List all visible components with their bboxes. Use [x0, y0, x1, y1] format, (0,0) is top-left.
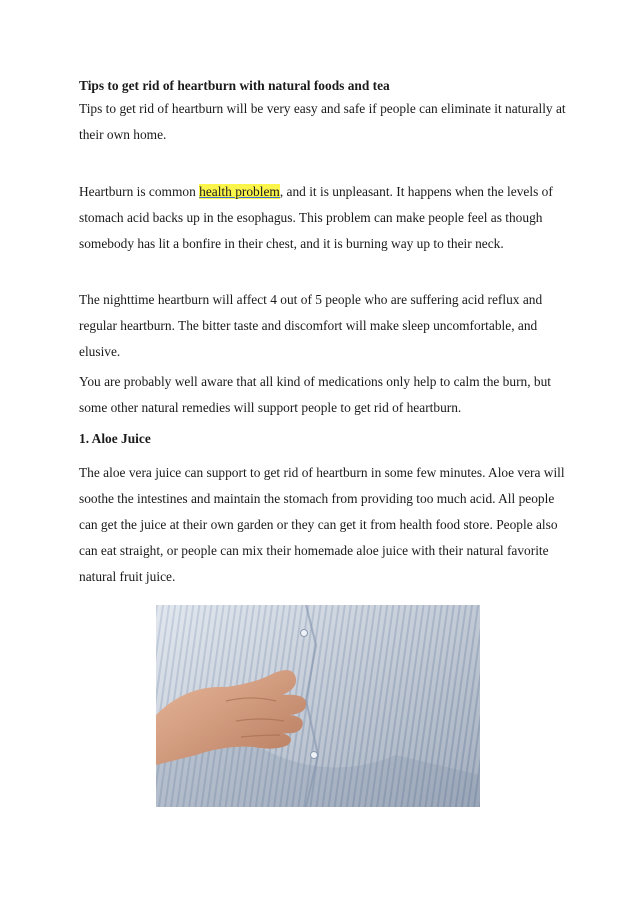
- heartburn-photo: [156, 605, 480, 807]
- paragraph-aloe: The aloe vera juice can support to get rid of heartburn in some few minutes. Aloe vera will soothe the intestines and maintain the stomach from providing too much acid. All people can get the juice at their own garden or they can get it from health food store. People also can eat straight, or people can mix their homemade aloe juice with their natural favorite natural fruit juice.: [79, 465, 565, 584]
- paragraph-nighttime: The nighttime heartburn will affect 4 out of 5 people who are suffering acid reflux and regular heartburn. The bitter taste and discomfort will make sleep uncomfortable, and elusive.: [79, 292, 543, 359]
- paragraph-text: Heartburn is common: [79, 184, 200, 199]
- highlighted-link[interactable]: health problem: [199, 184, 280, 199]
- section-heading-aloe: 1. Aloe Juice: [79, 431, 151, 446]
- article-title: Tips to get rid of heartburn with natural foods and tea: [79, 78, 390, 93]
- paragraph-text: , and it is unpleasant. It happens when the levels of stomach acid backs up in the esophagus. This problem can make people feel as though somebody has lit a bonfire in their chest, and it is burning way up to their neck.: [79, 184, 553, 251]
- paragraph-medications: You are probably well aware that all kind of medications only help to calm the burn, but some other natural remedies will support people to get rid of heartburn.: [79, 374, 552, 415]
- intro-paragraph: Tips to get rid of heartburn will be very easy and safe if people can eliminate it naturally at their own home.: [79, 101, 566, 142]
- paragraph-heartburn-common: [79, 179, 569, 257]
